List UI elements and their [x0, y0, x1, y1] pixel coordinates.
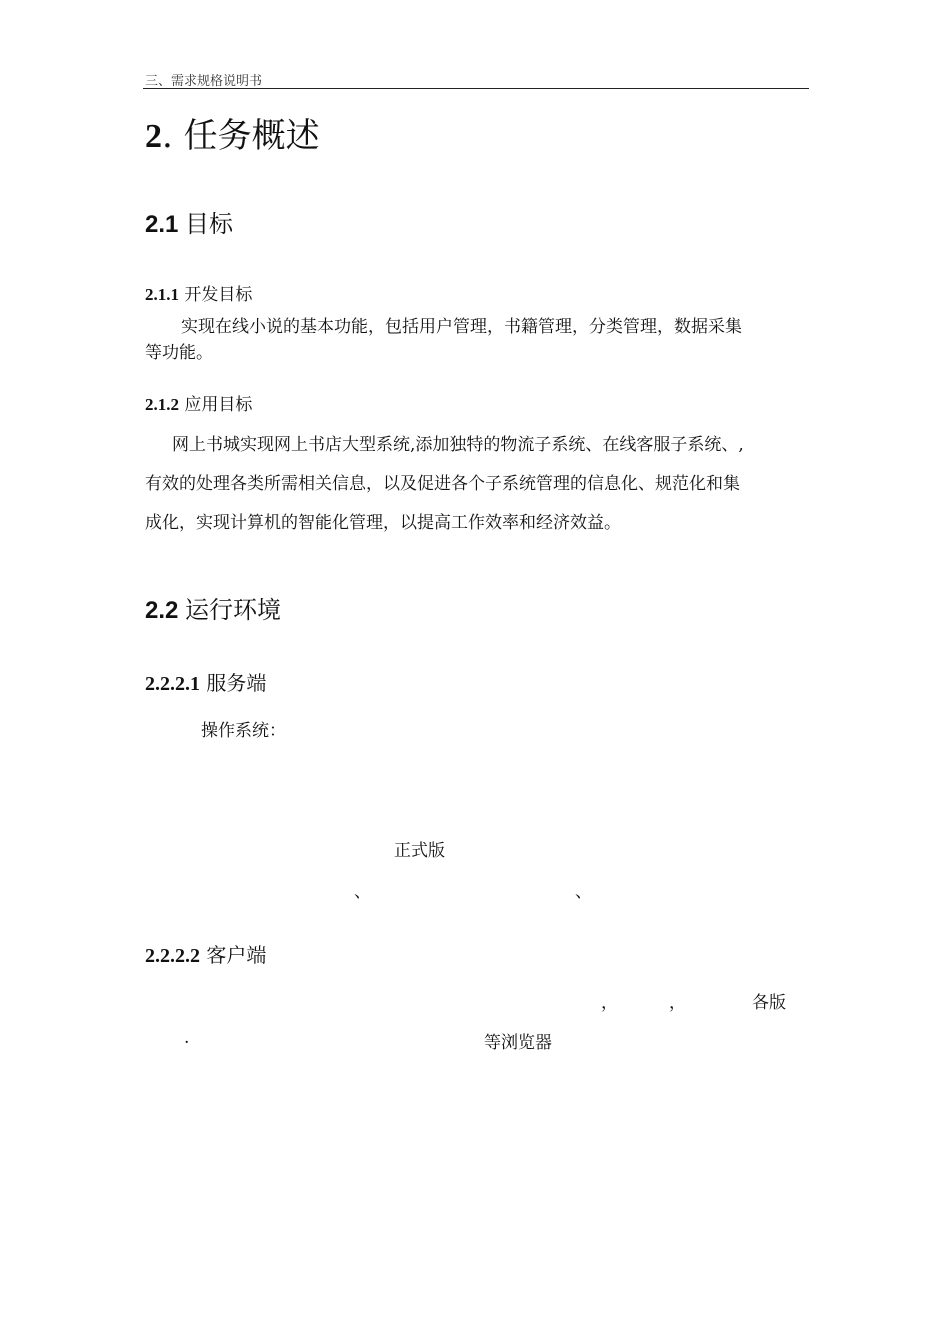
- subsection-2-1-1-heading: [145, 280, 252, 305]
- client-versions-fragment: 各版: [752, 993, 786, 1013]
- client-heading: [145, 939, 266, 968]
- section-2-1-title: 目标: [185, 211, 234, 238]
- section-2-2-heading: [145, 590, 281, 625]
- section-2-2-title: 运行环境: [185, 597, 282, 624]
- chapter-number: 2: [145, 118, 162, 155]
- app-goal-line-2: 有效的处理各类所需相关信息，以及促进各个子系统管理的信息化、规范化和集: [145, 474, 740, 494]
- server-comma-2: 、: [575, 882, 592, 902]
- dev-goal-line-2: 等功能。: [145, 343, 213, 363]
- client-browsers-fragment: 等浏览器: [484, 1033, 552, 1053]
- client-title: 客户端: [206, 943, 267, 967]
- chapter-heading: [145, 108, 320, 157]
- section-2-2-number: 2.2: [145, 597, 179, 624]
- running-header: 三、需求规格说明书: [145, 74, 263, 89]
- subsection-2-1-2-number: 2.1.2: [145, 395, 179, 414]
- server-number: 2.2.2.1: [145, 673, 200, 695]
- client-dot: .: [184, 1028, 190, 1048]
- subsection-2-1-2-title: 应用目标: [184, 395, 253, 415]
- app-goal-line-3: 成化，实现计算机的智能化管理，以提高工作效率和经济效益。: [145, 513, 621, 533]
- chapter-number-sep: .: [162, 116, 173, 156]
- client-number: 2.2.2.2: [145, 945, 200, 967]
- section-2-1-number: 2.1: [145, 211, 179, 238]
- section-2-1-heading: [145, 204, 233, 239]
- client-comma-2: ，: [669, 993, 686, 1013]
- server-title: 服务端: [206, 671, 267, 695]
- header-rule: [143, 88, 809, 89]
- os-label: 操作系统：: [201, 721, 286, 741]
- server-heading: [145, 667, 266, 696]
- subsection-2-1-1-title: 开发目标: [184, 285, 253, 305]
- chapter-title: 任务概述: [183, 116, 320, 156]
- release-fragment: 正式版: [394, 841, 445, 861]
- subsection-2-1-2-heading: [145, 390, 252, 415]
- server-comma-1: 、: [354, 882, 371, 902]
- client-comma-1: ，: [601, 993, 618, 1013]
- app-goal-line-1: 网上书城实现网上书店大型系统,添加独特的物流子系统、在线客服子系统、,: [172, 435, 744, 455]
- dev-goal-line-1: 实现在线小说的基本功能，包括用户管理，书籍管理，分类管理，数据采集: [181, 317, 742, 337]
- subsection-2-1-1-number: 2.1.1: [145, 285, 179, 304]
